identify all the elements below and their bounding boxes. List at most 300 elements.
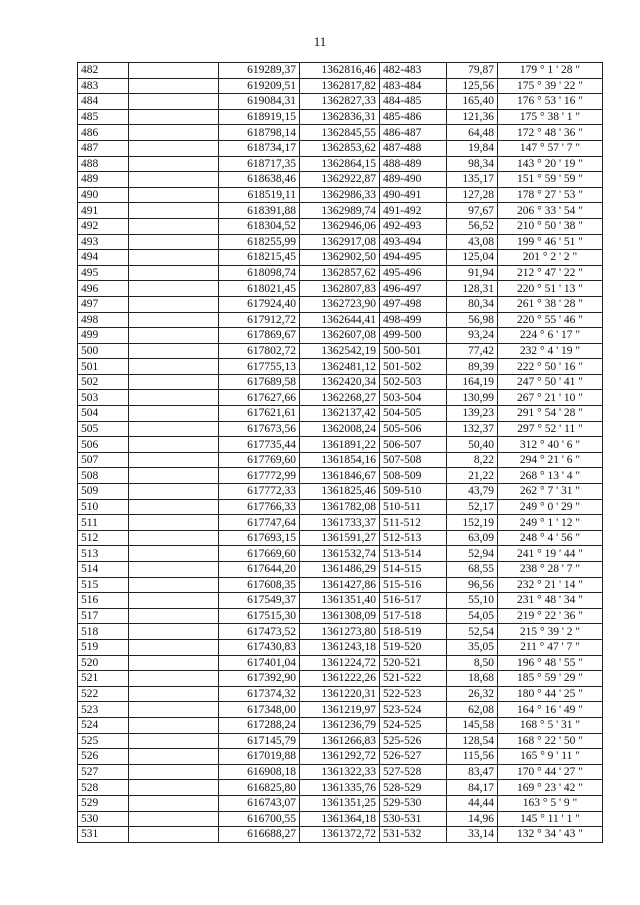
point-number-cell: 526 bbox=[78, 749, 129, 765]
table-row bbox=[78, 172, 603, 188]
blank-cell bbox=[129, 140, 219, 156]
length-cell: 52,54 bbox=[447, 624, 498, 640]
blank-cell bbox=[129, 624, 219, 640]
blank-cell bbox=[129, 749, 219, 765]
blank-cell bbox=[129, 187, 219, 203]
angle-cell: 297 ° 52 ' 11 " bbox=[498, 421, 603, 437]
blank-cell bbox=[129, 780, 219, 796]
table-row bbox=[78, 733, 603, 749]
table-row bbox=[78, 562, 603, 578]
length-cell: 89,39 bbox=[447, 359, 498, 375]
y-coordinate-cell: 1361364,18 bbox=[300, 811, 380, 827]
y-coordinate-cell: 1361372,72 bbox=[300, 827, 380, 843]
segment-cell: 524-525 bbox=[380, 717, 447, 733]
blank-cell bbox=[129, 234, 219, 250]
table-row bbox=[78, 624, 603, 640]
x-coordinate-cell: 617288,24 bbox=[219, 717, 300, 733]
angle-cell: 163 ° 5 ' 9 " bbox=[498, 795, 603, 811]
y-coordinate-cell: 1361220,31 bbox=[300, 686, 380, 702]
angle-cell: 232 ° 21 ' 14 " bbox=[498, 577, 603, 593]
point-number-cell: 491 bbox=[78, 203, 129, 219]
length-cell: 35,05 bbox=[447, 639, 498, 655]
segment-cell: 528-529 bbox=[380, 780, 447, 796]
y-coordinate-cell: 1361846,67 bbox=[300, 468, 380, 484]
x-coordinate-cell: 617145,79 bbox=[219, 733, 300, 749]
x-coordinate-cell: 617689,58 bbox=[219, 374, 300, 390]
y-coordinate-cell: 1362137,42 bbox=[300, 406, 380, 422]
table-row bbox=[78, 437, 603, 453]
blank-cell bbox=[129, 78, 219, 94]
blank-cell bbox=[129, 795, 219, 811]
blank-cell bbox=[129, 312, 219, 328]
point-number-cell: 489 bbox=[78, 172, 129, 188]
y-coordinate-cell: 1362989,74 bbox=[300, 203, 380, 219]
point-number-cell: 493 bbox=[78, 234, 129, 250]
length-cell: 52,17 bbox=[447, 499, 498, 515]
segment-cell: 492-493 bbox=[380, 218, 447, 234]
angle-cell: 180 ° 44 ' 25 " bbox=[498, 686, 603, 702]
segment-cell: 506-507 bbox=[380, 437, 447, 453]
angle-cell: 247 ° 50 ' 41 " bbox=[498, 374, 603, 390]
x-coordinate-cell: 616700,55 bbox=[219, 811, 300, 827]
length-cell: 56,98 bbox=[447, 312, 498, 328]
length-cell: 43,79 bbox=[447, 484, 498, 500]
length-cell: 54,05 bbox=[447, 608, 498, 624]
segment-cell: 501-502 bbox=[380, 359, 447, 375]
angle-cell: 178 ° 27 ' 53 " bbox=[498, 187, 603, 203]
table-row bbox=[78, 811, 603, 827]
segment-cell: 523-524 bbox=[380, 702, 447, 718]
segment-cell: 502-503 bbox=[380, 374, 447, 390]
point-number-cell: 482 bbox=[78, 63, 129, 79]
point-number-cell: 500 bbox=[78, 343, 129, 359]
x-coordinate-cell: 617621,61 bbox=[219, 406, 300, 422]
blank-cell bbox=[129, 530, 219, 546]
table-row bbox=[78, 63, 603, 79]
angle-cell: 145 ° 11 ' 1 " bbox=[498, 811, 603, 827]
blank-cell bbox=[129, 639, 219, 655]
point-number-cell: 528 bbox=[78, 780, 129, 796]
table-row bbox=[78, 499, 603, 515]
angle-cell: 175 ° 39 ' 22 " bbox=[498, 78, 603, 94]
y-coordinate-cell: 1361427,86 bbox=[300, 577, 380, 593]
length-cell: 43,08 bbox=[447, 234, 498, 250]
x-coordinate-cell: 617673,56 bbox=[219, 421, 300, 437]
length-cell: 98,34 bbox=[447, 156, 498, 172]
table-row bbox=[78, 639, 603, 655]
length-cell: 165,40 bbox=[447, 94, 498, 110]
table-row bbox=[78, 452, 603, 468]
table-row bbox=[78, 780, 603, 796]
y-coordinate-cell: 1361236,79 bbox=[300, 717, 380, 733]
y-coordinate-cell: 1362836,31 bbox=[300, 109, 380, 125]
y-coordinate-cell: 1362853,62 bbox=[300, 140, 380, 156]
point-number-cell: 517 bbox=[78, 608, 129, 624]
y-coordinate-cell: 1361322,33 bbox=[300, 764, 380, 780]
coordinates-table-body bbox=[78, 63, 603, 843]
y-coordinate-cell: 1362946,06 bbox=[300, 218, 380, 234]
length-cell: 145,58 bbox=[447, 717, 498, 733]
table-row bbox=[78, 749, 603, 765]
table-row bbox=[78, 234, 603, 250]
point-number-cell: 506 bbox=[78, 437, 129, 453]
angle-cell: 232 ° 4 ' 19 " bbox=[498, 343, 603, 359]
angle-cell: 165 ° 9 ' 11 " bbox=[498, 749, 603, 765]
coordinates-table bbox=[77, 62, 603, 843]
y-coordinate-cell: 1362816,46 bbox=[300, 63, 380, 79]
angle-cell: 185 ° 59 ' 29 " bbox=[498, 671, 603, 687]
length-cell: 19,84 bbox=[447, 140, 498, 156]
angle-cell: 294 ° 21 ' 6 " bbox=[498, 452, 603, 468]
y-coordinate-cell: 1361854,16 bbox=[300, 452, 380, 468]
x-coordinate-cell: 617430,83 bbox=[219, 639, 300, 655]
table-row bbox=[78, 608, 603, 624]
segment-cell: 516-517 bbox=[380, 593, 447, 609]
segment-cell: 496-497 bbox=[380, 281, 447, 297]
angle-cell: 220 ° 51 ' 13 " bbox=[498, 281, 603, 297]
y-coordinate-cell: 1361243,18 bbox=[300, 639, 380, 655]
x-coordinate-cell: 618304,52 bbox=[219, 218, 300, 234]
y-coordinate-cell: 1361222,26 bbox=[300, 671, 380, 687]
segment-cell: 508-509 bbox=[380, 468, 447, 484]
length-cell: 64,48 bbox=[447, 125, 498, 141]
blank-cell bbox=[129, 452, 219, 468]
x-coordinate-cell: 616825,80 bbox=[219, 780, 300, 796]
table-row bbox=[78, 795, 603, 811]
table-row bbox=[78, 125, 603, 141]
length-cell: 50,40 bbox=[447, 437, 498, 453]
y-coordinate-cell: 1362268,27 bbox=[300, 390, 380, 406]
x-coordinate-cell: 618519,11 bbox=[219, 187, 300, 203]
segment-cell: 489-490 bbox=[380, 172, 447, 188]
x-coordinate-cell: 616688,27 bbox=[219, 827, 300, 843]
point-number-cell: 488 bbox=[78, 156, 129, 172]
length-cell: 33,14 bbox=[447, 827, 498, 843]
x-coordinate-cell: 617766,33 bbox=[219, 499, 300, 515]
length-cell: 62,08 bbox=[447, 702, 498, 718]
angle-cell: 291 ° 54 ' 28 " bbox=[498, 406, 603, 422]
angle-cell: 219 ° 22 ' 36 " bbox=[498, 608, 603, 624]
x-coordinate-cell: 617772,33 bbox=[219, 484, 300, 500]
table-row bbox=[78, 203, 603, 219]
segment-cell: 527-528 bbox=[380, 764, 447, 780]
y-coordinate-cell: 1361825,46 bbox=[300, 484, 380, 500]
point-number-cell: 503 bbox=[78, 390, 129, 406]
blank-cell bbox=[129, 374, 219, 390]
y-coordinate-cell: 1362922,87 bbox=[300, 172, 380, 188]
y-coordinate-cell: 1362827,33 bbox=[300, 94, 380, 110]
angle-cell: 222 ° 50 ' 16 " bbox=[498, 359, 603, 375]
length-cell: 79,87 bbox=[447, 63, 498, 79]
angle-cell: 179 ° 1 ' 28 " bbox=[498, 63, 603, 79]
angle-cell: 220 ° 55 ' 46 " bbox=[498, 312, 603, 328]
angle-cell: 170 ° 44 ' 27 " bbox=[498, 764, 603, 780]
x-coordinate-cell: 617473,52 bbox=[219, 624, 300, 640]
y-coordinate-cell: 1362607,08 bbox=[300, 328, 380, 344]
angle-cell: 248 ° 4 ' 56 " bbox=[498, 530, 603, 546]
length-cell: 44,44 bbox=[447, 795, 498, 811]
length-cell: 63,09 bbox=[447, 530, 498, 546]
angle-cell: 151 ° 59 ' 59 " bbox=[498, 172, 603, 188]
blank-cell bbox=[129, 156, 219, 172]
point-number-cell: 523 bbox=[78, 702, 129, 718]
x-coordinate-cell: 618919,15 bbox=[219, 109, 300, 125]
blank-cell bbox=[129, 468, 219, 484]
x-coordinate-cell: 617644,20 bbox=[219, 562, 300, 578]
point-number-cell: 508 bbox=[78, 468, 129, 484]
length-cell: 135,17 bbox=[447, 172, 498, 188]
y-coordinate-cell: 1362857,62 bbox=[300, 265, 380, 281]
x-coordinate-cell: 618255,99 bbox=[219, 234, 300, 250]
segment-cell: 531-532 bbox=[380, 827, 447, 843]
angle-cell: 172 ° 48 ' 36 " bbox=[498, 125, 603, 141]
y-coordinate-cell: 1362644,41 bbox=[300, 312, 380, 328]
segment-cell: 491-492 bbox=[380, 203, 447, 219]
length-cell: 125,04 bbox=[447, 250, 498, 266]
length-cell: 77,42 bbox=[447, 343, 498, 359]
angle-cell: 212 ° 47 ' 22 " bbox=[498, 265, 603, 281]
y-coordinate-cell: 1361273,80 bbox=[300, 624, 380, 640]
blank-cell bbox=[129, 328, 219, 344]
segment-cell: 497-498 bbox=[380, 296, 447, 312]
table-row bbox=[78, 827, 603, 843]
blank-cell bbox=[129, 577, 219, 593]
length-cell: 125,56 bbox=[447, 78, 498, 94]
blank-cell bbox=[129, 608, 219, 624]
blank-cell bbox=[129, 109, 219, 125]
angle-cell: 164 ° 16 ' 49 " bbox=[498, 702, 603, 718]
x-coordinate-cell: 618638,46 bbox=[219, 172, 300, 188]
point-number-cell: 498 bbox=[78, 312, 129, 328]
page-number: 11 bbox=[313, 34, 327, 49]
blank-cell bbox=[129, 717, 219, 733]
angle-cell: 262 ° 7 ' 31 " bbox=[498, 484, 603, 500]
table-row bbox=[78, 328, 603, 344]
table-row bbox=[78, 671, 603, 687]
table-row bbox=[78, 343, 603, 359]
blank-cell bbox=[129, 281, 219, 297]
point-number-cell: 492 bbox=[78, 218, 129, 234]
blank-cell bbox=[129, 437, 219, 453]
segment-cell: 486-487 bbox=[380, 125, 447, 141]
x-coordinate-cell: 617669,60 bbox=[219, 546, 300, 562]
y-coordinate-cell: 1362542,19 bbox=[300, 343, 380, 359]
table-row bbox=[78, 94, 603, 110]
length-cell: 8,50 bbox=[447, 655, 498, 671]
angle-cell: 224 ° 6 ' 17 " bbox=[498, 328, 603, 344]
x-coordinate-cell: 617392,90 bbox=[219, 671, 300, 687]
blank-cell bbox=[129, 499, 219, 515]
y-coordinate-cell: 1361351,25 bbox=[300, 795, 380, 811]
point-number-cell: 504 bbox=[78, 406, 129, 422]
segment-cell: 484-485 bbox=[380, 94, 447, 110]
table-row bbox=[78, 686, 603, 702]
segment-cell: 510-511 bbox=[380, 499, 447, 515]
x-coordinate-cell: 617627,66 bbox=[219, 390, 300, 406]
table-row bbox=[78, 156, 603, 172]
table-row bbox=[78, 296, 603, 312]
point-number-cell: 497 bbox=[78, 296, 129, 312]
x-coordinate-cell: 617769,60 bbox=[219, 452, 300, 468]
length-cell: 139,23 bbox=[447, 406, 498, 422]
y-coordinate-cell: 1362917,08 bbox=[300, 234, 380, 250]
length-cell: 127,28 bbox=[447, 187, 498, 203]
length-cell: 8,22 bbox=[447, 452, 498, 468]
blank-cell bbox=[129, 63, 219, 79]
x-coordinate-cell: 617348,00 bbox=[219, 702, 300, 718]
point-number-cell: 527 bbox=[78, 764, 129, 780]
angle-cell: 215 ° 39 ' 2 " bbox=[498, 624, 603, 640]
segment-cell: 488-489 bbox=[380, 156, 447, 172]
blank-cell bbox=[129, 686, 219, 702]
x-coordinate-cell: 618734,17 bbox=[219, 140, 300, 156]
point-number-cell: 513 bbox=[78, 546, 129, 562]
x-coordinate-cell: 619209,51 bbox=[219, 78, 300, 94]
point-number-cell: 495 bbox=[78, 265, 129, 281]
length-cell: 68,55 bbox=[447, 562, 498, 578]
length-cell: 128,54 bbox=[447, 733, 498, 749]
x-coordinate-cell: 617549,37 bbox=[219, 593, 300, 609]
x-coordinate-cell: 617755,13 bbox=[219, 359, 300, 375]
blank-cell bbox=[129, 406, 219, 422]
table-row bbox=[78, 78, 603, 94]
angle-cell: 268 ° 13 ' 4 " bbox=[498, 468, 603, 484]
blank-cell bbox=[129, 218, 219, 234]
table-row bbox=[78, 406, 603, 422]
y-coordinate-cell: 1362986,33 bbox=[300, 187, 380, 203]
blank-cell bbox=[129, 203, 219, 219]
x-coordinate-cell: 618098,74 bbox=[219, 265, 300, 281]
y-coordinate-cell: 1362845,55 bbox=[300, 125, 380, 141]
angle-cell: 261 ° 38 ' 28 " bbox=[498, 296, 603, 312]
blank-cell bbox=[129, 764, 219, 780]
table-row bbox=[78, 468, 603, 484]
segment-cell: 514-515 bbox=[380, 562, 447, 578]
point-number-cell: 520 bbox=[78, 655, 129, 671]
angle-cell: 241 ° 19 ' 44 " bbox=[498, 546, 603, 562]
segment-cell: 525-526 bbox=[380, 733, 447, 749]
angle-cell: 249 ° 1 ' 12 " bbox=[498, 515, 603, 531]
y-coordinate-cell: 1362817,82 bbox=[300, 78, 380, 94]
y-coordinate-cell: 1361224,72 bbox=[300, 655, 380, 671]
point-number-cell: 499 bbox=[78, 328, 129, 344]
y-coordinate-cell: 1361532,74 bbox=[300, 546, 380, 562]
y-coordinate-cell: 1361591,27 bbox=[300, 530, 380, 546]
table-row bbox=[78, 281, 603, 297]
angle-cell: 147 ° 57 ' 7 " bbox=[498, 140, 603, 156]
blank-cell bbox=[129, 296, 219, 312]
angle-cell: 132 ° 34 ' 43 " bbox=[498, 827, 603, 843]
blank-cell bbox=[129, 671, 219, 687]
blank-cell bbox=[129, 484, 219, 500]
length-cell: 56,52 bbox=[447, 218, 498, 234]
length-cell: 80,34 bbox=[447, 296, 498, 312]
blank-cell bbox=[129, 515, 219, 531]
segment-cell: 505-506 bbox=[380, 421, 447, 437]
segment-cell: 521-522 bbox=[380, 671, 447, 687]
y-coordinate-cell: 1362008,24 bbox=[300, 421, 380, 437]
x-coordinate-cell: 616908,18 bbox=[219, 764, 300, 780]
point-number-cell: 490 bbox=[78, 187, 129, 203]
point-number-cell: 496 bbox=[78, 281, 129, 297]
blank-cell bbox=[129, 546, 219, 562]
table-row bbox=[78, 484, 603, 500]
segment-cell: 503-504 bbox=[380, 390, 447, 406]
length-cell: 21,22 bbox=[447, 468, 498, 484]
segment-cell: 493-494 bbox=[380, 234, 447, 250]
segment-cell: 487-488 bbox=[380, 140, 447, 156]
table-row bbox=[78, 717, 603, 733]
length-cell: 55,10 bbox=[447, 593, 498, 609]
y-coordinate-cell: 1361335,76 bbox=[300, 780, 380, 796]
point-number-cell: 524 bbox=[78, 717, 129, 733]
point-number-cell: 486 bbox=[78, 125, 129, 141]
table-row bbox=[78, 265, 603, 281]
table-row bbox=[78, 359, 603, 375]
length-cell: 52,94 bbox=[447, 546, 498, 562]
y-coordinate-cell: 1362420,34 bbox=[300, 374, 380, 390]
length-cell: 18,68 bbox=[447, 671, 498, 687]
length-cell: 97,67 bbox=[447, 203, 498, 219]
y-coordinate-cell: 1362723,90 bbox=[300, 296, 380, 312]
blank-cell bbox=[129, 421, 219, 437]
segment-cell: 494-495 bbox=[380, 250, 447, 266]
blank-cell bbox=[129, 733, 219, 749]
point-number-cell: 531 bbox=[78, 827, 129, 843]
segment-cell: 495-496 bbox=[380, 265, 447, 281]
angle-cell: 312 ° 40 ' 6 " bbox=[498, 437, 603, 453]
segment-cell: 517-518 bbox=[380, 608, 447, 624]
table-row bbox=[78, 109, 603, 125]
blank-cell bbox=[129, 593, 219, 609]
length-cell: 130,99 bbox=[447, 390, 498, 406]
x-coordinate-cell: 617401,04 bbox=[219, 655, 300, 671]
x-coordinate-cell: 617802,72 bbox=[219, 343, 300, 359]
blank-cell bbox=[129, 94, 219, 110]
y-coordinate-cell: 1362902,50 bbox=[300, 250, 380, 266]
segment-cell: 482-483 bbox=[380, 63, 447, 79]
point-number-cell: 515 bbox=[78, 577, 129, 593]
table-row bbox=[78, 702, 603, 718]
length-cell: 84,17 bbox=[447, 780, 498, 796]
segment-cell: 485-486 bbox=[380, 109, 447, 125]
x-coordinate-cell: 617912,72 bbox=[219, 312, 300, 328]
table-row bbox=[78, 593, 603, 609]
table-row bbox=[78, 421, 603, 437]
x-coordinate-cell: 617019,88 bbox=[219, 749, 300, 765]
x-coordinate-cell: 618021,45 bbox=[219, 281, 300, 297]
angle-cell: 201 ° 2 ' 2 " bbox=[498, 250, 603, 266]
blank-cell bbox=[129, 265, 219, 281]
point-number-cell: 483 bbox=[78, 78, 129, 94]
y-coordinate-cell: 1361219,97 bbox=[300, 702, 380, 718]
angle-cell: 168 ° 5 ' 31 " bbox=[498, 717, 603, 733]
segment-cell: 504-505 bbox=[380, 406, 447, 422]
segment-cell: 483-484 bbox=[380, 78, 447, 94]
table-row bbox=[78, 218, 603, 234]
table-row bbox=[78, 390, 603, 406]
y-coordinate-cell: 1361733,37 bbox=[300, 515, 380, 531]
table-row bbox=[78, 140, 603, 156]
x-coordinate-cell: 619289,37 bbox=[219, 63, 300, 79]
segment-cell: 520-521 bbox=[380, 655, 447, 671]
segment-cell: 499-500 bbox=[380, 328, 447, 344]
blank-cell bbox=[129, 811, 219, 827]
x-coordinate-cell: 617924,40 bbox=[219, 296, 300, 312]
blank-cell bbox=[129, 343, 219, 359]
x-coordinate-cell: 617693,15 bbox=[219, 530, 300, 546]
segment-cell: 515-516 bbox=[380, 577, 447, 593]
